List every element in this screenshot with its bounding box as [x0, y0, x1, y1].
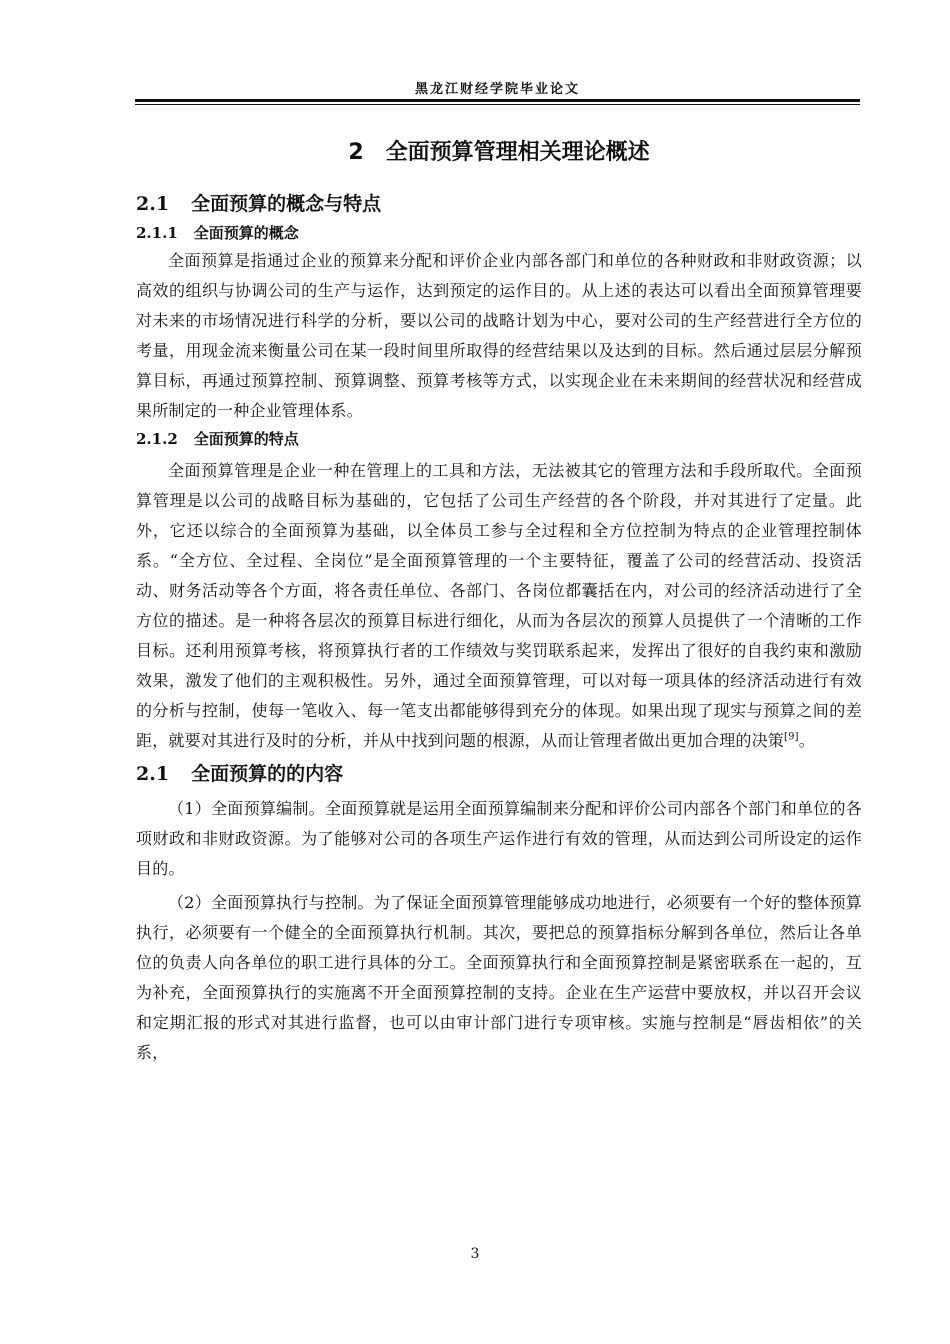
- section-heading-content: [136, 758, 862, 790]
- paragraph-concept: 全面预算是指通过企业的预算来分配和评价企业内部各部门和单位的各种财政和非财政资源；以高效的组织与协调公司的生产与运作，达到预定的运作目的。从上述的表达可以看出全面预算管理要对未来的市场情况进行科学的分析，要以公司的战略计划为中心，要对公司的生产经营进行全方位的考量，用现金流来衡量公司在某一段时间里所取得的经营结果以及达到的目标。然后通过层层分解预算目标，再通过预算控制、预算调整、预算考核等方式，以实现企业在未来期间的经营状况和经营成果所制定的一种企业管理体系。: [136, 251, 862, 420]
- subsection-heading-2-1-1: [136, 220, 862, 246]
- paragraph-content-2: （2）全面预算执行与控制。为了保证全面预算管理能够成功地进行，必须要有一个好的整体预算执行，必须要有一个健全的全面预算执行机制。其次，要把总的预算指标分解到各单位，然后让各单位的负责人向各单位的职工进行具体的分工。全面预算执行和全面预算控制是紧密联系在一起的，互为补充，全面预算执行的实施离不开全面预算控制的支持。企业在生产运营中要放权，并以召开会议和定期汇报的形式对其进行监督，也可以由审计部门进行专项审核。实施与控制是“唇齿相依”的关系，: [136, 893, 862, 1062]
- chapter-title: 全面预算管理相关理论概述: [385, 140, 650, 165]
- page-body: [136, 132, 862, 1068]
- section-title: 全面预算的的内容: [191, 763, 344, 785]
- section-number: 2.1: [136, 193, 170, 215]
- subsection-heading-2-1-2: [136, 426, 862, 452]
- paragraph-features: [136, 456, 862, 756]
- header-rule-thin: [135, 104, 860, 105]
- chapter-heading: [136, 132, 862, 174]
- paragraph-features-end: 。: [798, 731, 815, 750]
- subsection-number: 2.1.2: [136, 430, 178, 448]
- header-rule-thick: [135, 99, 860, 102]
- subsection-title: 全面预算的特点: [193, 430, 299, 448]
- chapter-number: 2: [348, 140, 364, 165]
- section-number: 2.1: [136, 763, 170, 785]
- paragraph-features-text: 全面预算管理是企业一种在管理上的工具和方法，无法被其它的管理方法和手段所取代。全面预算管理是以公司的战略目标为基础的，它包括了公司生产经营的各个阶段，并对其进行了定量。此外，它还以综合的全面预算为基础，以全体员工参与全过程和全方位控制为特点的企业管理控制体系。“全方位、全过程、全岗位”是全面预算管理的一个主要特征，覆盖了公司的经营活动、投资活动、财务活动等各个方面，将各责任单位、各部门、各岗位都囊括在内，对公司的经济活动进行了全方位的描述。是一种将各层次的预算目标进行细化，从而为各层次的预算人员提供了一个清晰的工作目标。还利用预算考核，将预算执行者的工作绩效与奖罚联系起来，发挥出了很好的自我约束和激励效果，激发了他们的主观积极性。另外，通过全面预算管理，可以对每一项具体的经济活动进行有效的分析与控制，使每一笔收入、每一笔支出都能够得到充分的体现。如果出现了现实与预算之间的差距，就要对其进行及时的分析，并从中找到问题的根源，从而让管理者做出更加合理的决策: [136, 461, 862, 750]
- paragraph-content-1: （1）全面预算编制。全面预算就是运用全面预算编制来分配和评价公司内部各个部门和单位的各项财政和非财政资源。为了能够对公司的各项生产运作进行有效的管理，从而达到公司所设定的运作目的。: [136, 799, 862, 878]
- page-number: 3: [470, 1246, 480, 1262]
- subsection-number: 2.1.1: [136, 224, 178, 242]
- subsection-title: 全面预算的概念: [193, 224, 299, 242]
- running-header: 黑龙江财经学院毕业论文: [414, 82, 580, 97]
- citation-reference: [9]: [784, 731, 799, 743]
- section-title: 全面预算的概念与特点: [191, 193, 382, 215]
- section-heading-2-1: [136, 188, 862, 220]
